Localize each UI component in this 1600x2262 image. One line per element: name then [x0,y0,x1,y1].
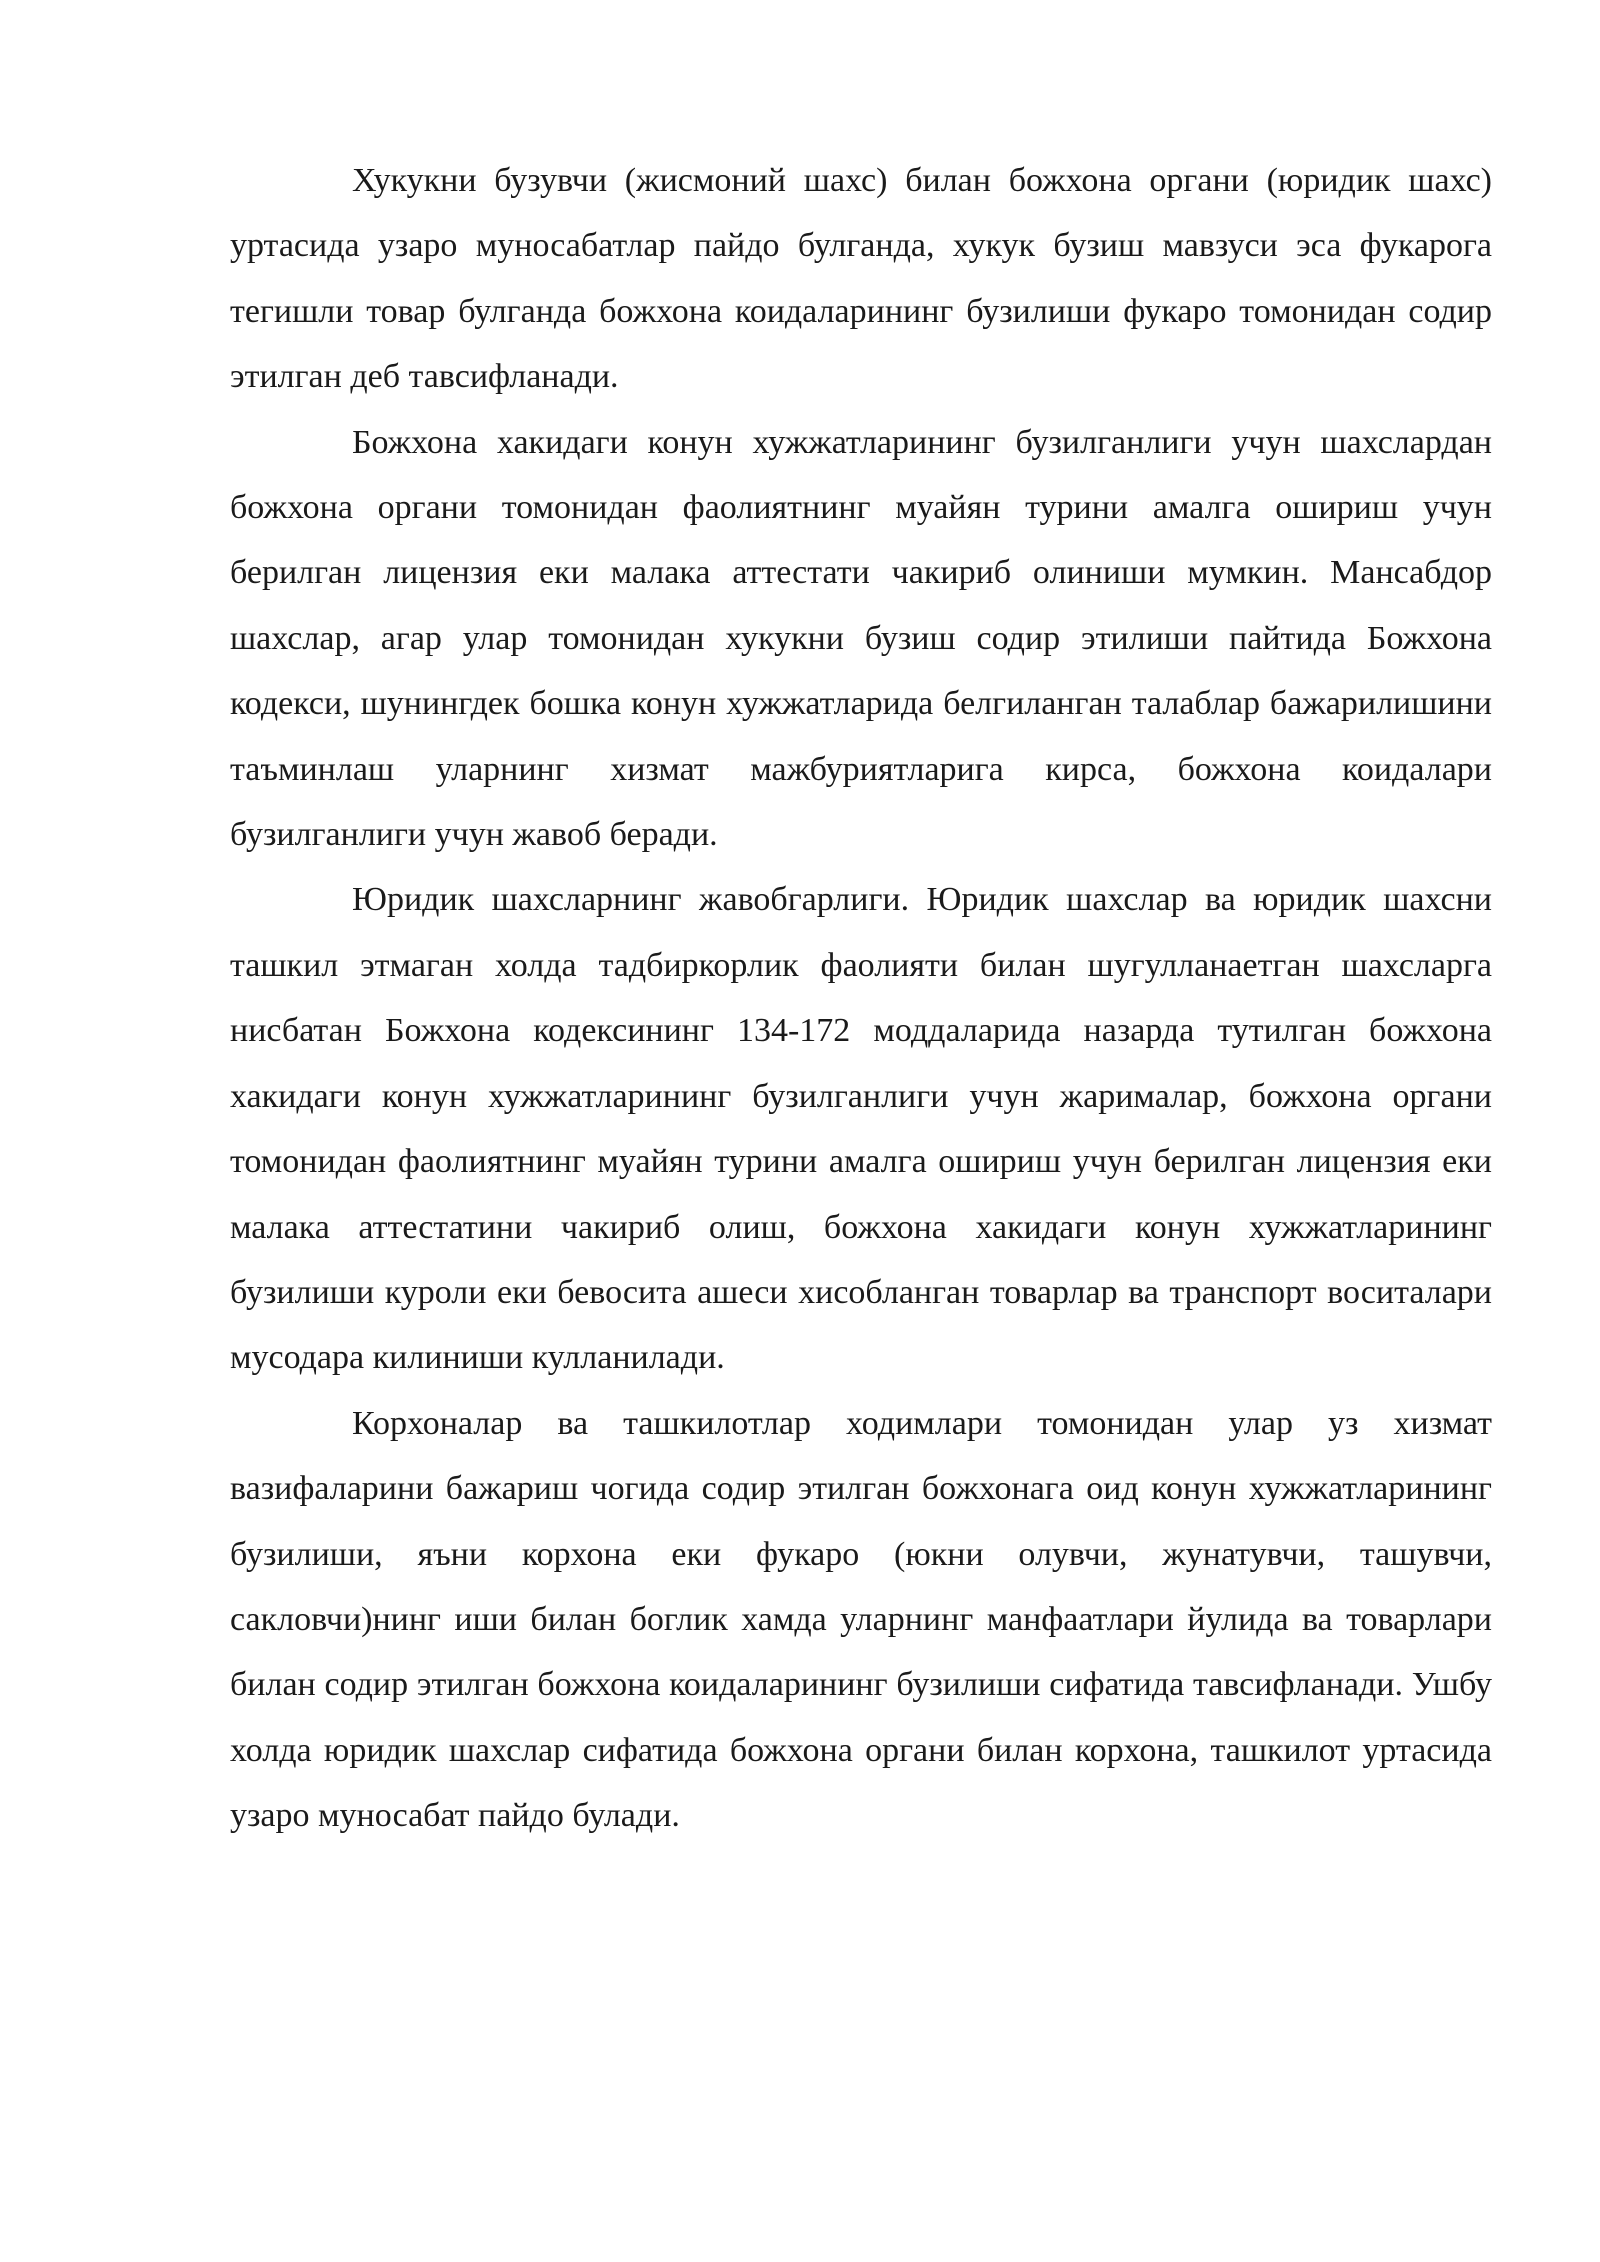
paragraph-1: Хукукни бузувчи (жисмоний шахс) билан божхона органи (юридик шахс) уртасида узаро муносабатлар пайдо булганда, хукук бузиш мавзуси эса фукарога тегишли товар булганда божхона коидаларининг бузилиши фукаро томонидан содир этилган деб тавсифланади. [230,162,1492,396]
paragraph-3: Юридик шахсларнинг жавобгарлиги. Юридик шахслар ва юридик шахсни ташкил этмаган холда тадбиркорлик фаолияти билан шугулланаетган шахсларга нисбатан Божхона кодексининг 134-172 моддаларида назарда тутилган божхона хакидаги конун хужжатларининг бузилганлиги учун жарималар, божхона органи томонидан фаолиятнинг муайян турини амалга ошириш учун берилган лицензия еки малака аттестатини чакириб олиш, божхона хакидаги конун хужжатларининг бузилиши куроли еки бевосита ашеси хисобланган товарлар ва транспорт воситалари мусодара килиниши кулланилади. [230,881,1492,1377]
document-body [230,148,1492,1849]
paragraph-4: Корхоналар ва ташкилотлар ходимлари томонидан улар уз хизмат вазифаларини бажариш чогида содир этилган божхонага оид конун хужжатларининг бузилиши, яъни корхона еки фукаро (юкни олувчи, жунатувчи, ташувчи, сакловчи)нинг иши билан боглик хамда уларнинг манфаатлари йулида ва товарлари билан содир этилган божхона коидаларининг бузилиши сифатида тавсифланади. Ушбу холда юридик шахслар сифатида божхона органи билан корхона, ташкилот уртасида узаро муносабат пайдо булади. [230,1404,1492,1835]
paragraph-2: Божхона хакидаги конун хужжатларининг бузилганлиги учун шахслардан божхона органи томонидан фаолиятнинг муайян турини амалга ошириш учун берилган лицензия еки малака аттестати чакириб олиниши мумкин. Мансабдор шахслар, агар улар томонидан хукукни бузиш содир этилиши пайтида Божхона кодекси, шунингдек бошка конун хужжатларида белгиланган талаблар бажарилишини таъминлаш уларнинг хизмат мажбуриятларига кирса, божхона коидалари бузилганлиги учун жавоб беради. [230,423,1492,854]
